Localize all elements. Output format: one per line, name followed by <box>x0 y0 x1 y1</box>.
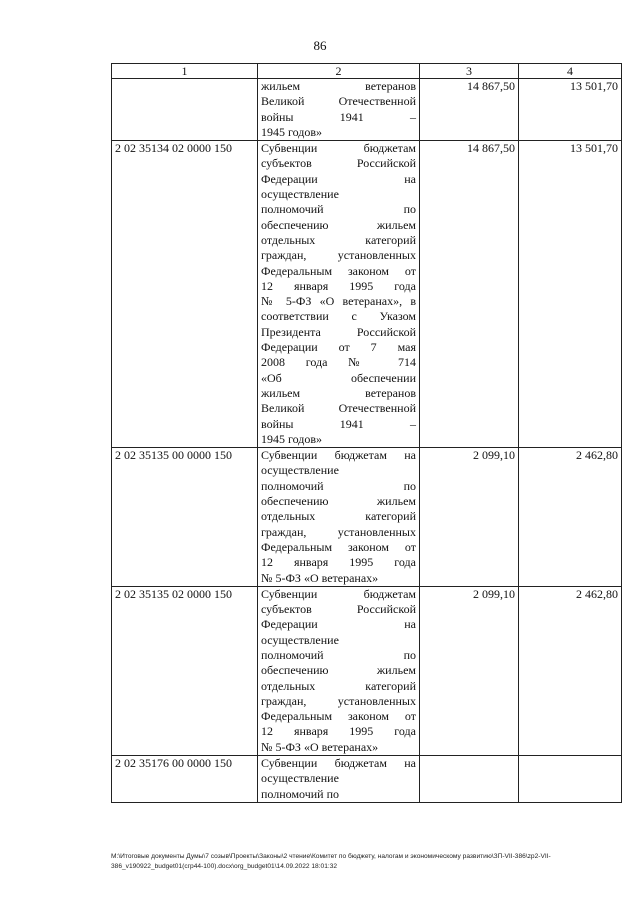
description-line: Федерации на <box>261 617 416 632</box>
amount-cell-col3: 2 099,10 <box>420 586 519 755</box>
amount-cell-col4: 13 501,70 <box>519 79 622 141</box>
description-line: Федерации на <box>261 171 416 186</box>
column-header: 4 <box>519 64 622 79</box>
description-line: 12 января 1995 года <box>261 555 416 570</box>
description-line: осуществление <box>261 771 339 786</box>
description-line: 12 января 1995 года <box>261 724 416 739</box>
description-cell <box>258 79 420 141</box>
page-number: 86 <box>313 38 327 53</box>
amount-cell-col3: 2 099,10 <box>420 448 519 587</box>
column-header: 3 <box>420 64 519 79</box>
file-path-footer <box>111 852 621 872</box>
description-line: Субвенции бюджетам на <box>261 756 416 771</box>
description-line: 1945 годов» <box>261 431 323 446</box>
description-line: войны 1941 – <box>261 416 416 431</box>
description-line: полномочий по <box>261 786 340 801</box>
table-row <box>112 141 622 448</box>
description-line: субъектов Российской <box>261 602 416 617</box>
budget-code-cell: 2 02 35135 02 0000 150 <box>112 586 258 755</box>
description-line: отдельных категорий <box>261 509 416 524</box>
description-line: 1945 годов» <box>261 124 323 139</box>
footer-line: М:\Итоговые документы Думы\7 созыв\Проекты\Законы\2 чтение\Комитет по бюджету, налогам и экономическому развитию\ЗП-VII-386\zp2-VII- <box>111 853 551 860</box>
description-line: обеспечению жильем <box>261 663 416 678</box>
description-line: Субвенции бюджетам <box>261 586 416 601</box>
description-line: войны 1941 – <box>261 109 416 124</box>
description-line: полномочий по <box>261 647 416 662</box>
description-line: Федеральным законом от <box>261 539 416 554</box>
budget-code-cell: 2 02 35176 00 0000 150 <box>112 756 258 803</box>
description-line: соответствии с Указом <box>261 309 416 324</box>
budget-code-cell: 2 02 35134 02 0000 150 <box>112 141 258 448</box>
description-line: отдельных категорий <box>261 678 416 693</box>
description-line: Субвенции бюджетам <box>261 141 416 156</box>
description-line: Федеральным законом от <box>261 709 416 724</box>
table-row <box>112 79 622 141</box>
description-cell <box>258 448 420 587</box>
description-line: № 5-ФЗ «О ветеранах» <box>261 739 379 754</box>
description-line: обеспечению жильем <box>261 217 416 232</box>
description-line: граждан, установленных <box>261 524 416 539</box>
description-line: граждан, установленных <box>261 248 416 263</box>
table-header-row <box>112 64 622 79</box>
amount-cell-col4 <box>519 756 622 803</box>
description-line: полномочий по <box>261 478 416 493</box>
amount-cell-col3: 14 867,50 <box>420 141 519 448</box>
amount-cell-col3: 14 867,50 <box>420 79 519 141</box>
description-line: 2008 года № 714 <box>261 355 416 370</box>
amount-cell-col4: 13 501,70 <box>519 141 622 448</box>
description-line: осуществление <box>261 632 339 647</box>
table-row <box>112 756 622 803</box>
description-line: обеспечению жильем <box>261 494 416 509</box>
description-line: полномочий по <box>261 202 416 217</box>
description-line: жильем ветеранов <box>261 79 416 93</box>
description-cell <box>258 756 420 803</box>
description-line: Федеральным законом от <box>261 263 416 278</box>
description-line: Президента Российской <box>261 324 416 339</box>
table-row <box>112 448 622 587</box>
description-line: Великой Отечественной <box>261 401 416 416</box>
amount-cell-col3 <box>420 756 519 803</box>
description-line: «Об обеспечении <box>261 370 416 385</box>
description-line: № 5-ФЗ «О ветеранах» <box>261 570 379 585</box>
description-line: осуществление <box>261 463 339 478</box>
column-header: 1 <box>112 64 258 79</box>
description-line: Федерации от 7 мая <box>261 340 416 355</box>
description-line: отдельных категорий <box>261 232 416 247</box>
amount-cell-col4: 2 462,80 <box>519 586 622 755</box>
description-line: № 5-ФЗ «О ветеранах», в <box>261 294 416 309</box>
description-cell <box>258 141 420 448</box>
description-line: граждан, установленных <box>261 693 416 708</box>
column-header: 2 <box>258 64 420 79</box>
footer-line: 386_v190922_budget01(сгр44-100).docx\org_budget01\14.09.2022 18:01:32 <box>111 863 338 870</box>
description-line: Великой Отечественной <box>261 94 416 109</box>
table-row <box>112 586 622 755</box>
description-line: субъектов Российской <box>261 156 416 171</box>
budget-code-cell <box>112 79 258 141</box>
description-cell <box>258 586 420 755</box>
description-line: Субвенции бюджетам на <box>261 448 416 463</box>
description-line: 12 января 1995 года <box>261 278 416 293</box>
amount-cell-col4: 2 462,80 <box>519 448 622 587</box>
budget-table <box>111 63 622 803</box>
description-line: осуществление <box>261 187 339 202</box>
budget-code-cell: 2 02 35135 00 0000 150 <box>112 448 258 587</box>
description-line: жильем ветеранов <box>261 385 416 400</box>
